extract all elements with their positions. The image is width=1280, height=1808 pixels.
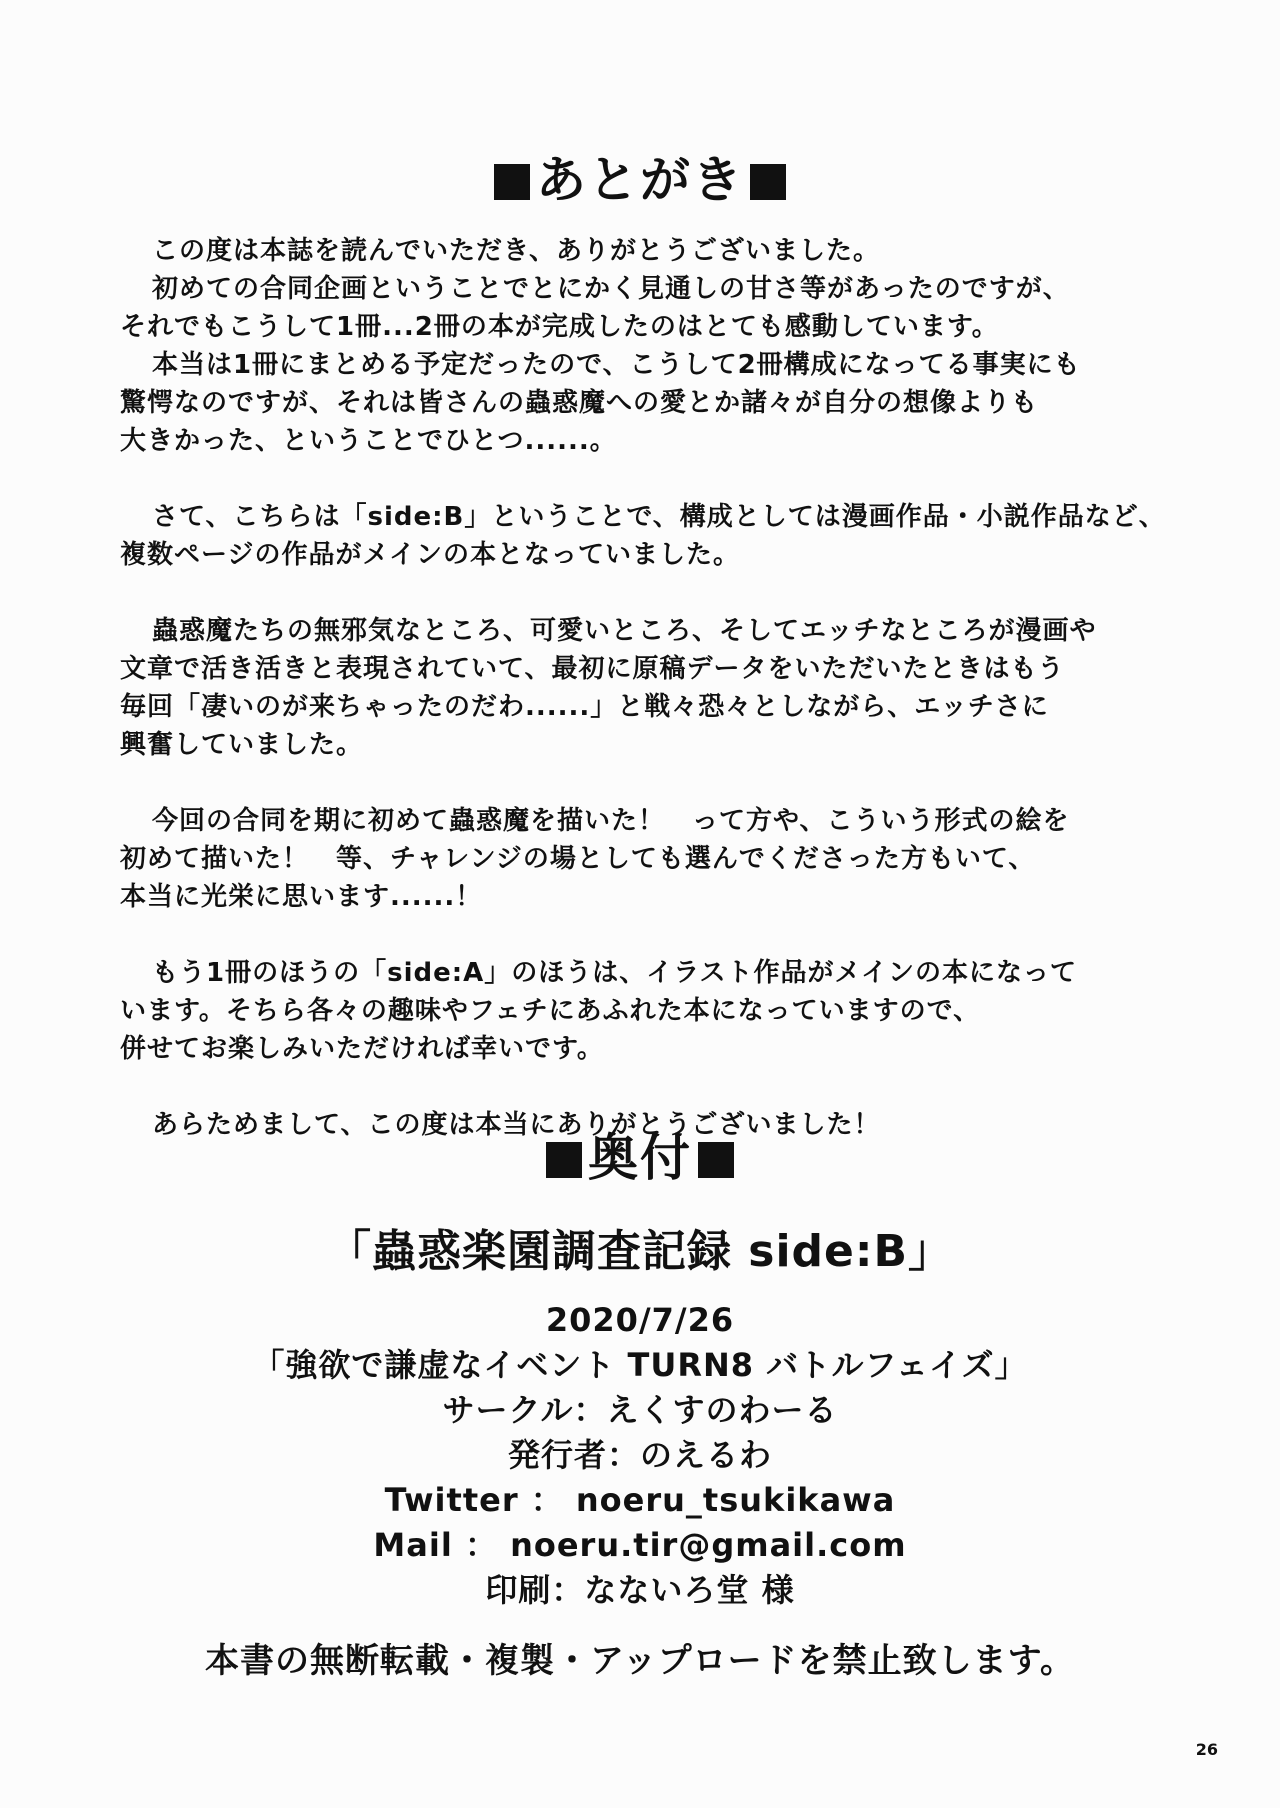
twitter-handle: Twitter ： noeru_tsukikawa (384, 1481, 896, 1519)
afterword-body (120, 232, 1180, 1182)
copyright-notice: 本書の無断転載・複製・アップロードを禁止致します。 (205, 1641, 1075, 1681)
publisher-name: 発行者：のえるわ (507, 1436, 772, 1474)
text-line: 驚愕なのですが、それは皆さんの蟲惑魔への愛とか諸々が自分の想像よりも (120, 388, 1039, 418)
square-bullet-icon (546, 1142, 582, 1178)
colophon-heading: 奥付 (0, 1128, 1280, 1188)
afterword-paragraph (120, 612, 1180, 764)
square-bullet-icon (698, 1142, 734, 1178)
circle-name: サークル：えくすのわーる (442, 1391, 838, 1429)
colophon-block (0, 1220, 1280, 1613)
publication-date: 2020/7/26 (545, 1301, 735, 1339)
afterword-paragraph (120, 232, 1180, 460)
text-line: 本当は1冊にまとめる予定だったので、こうして2冊構成になってる事実にも (152, 350, 1081, 380)
afterword-heading: あとがき (0, 150, 1280, 210)
text-line: 文章で活き活きと表現されていて、最初に原稿データをいただいたときはもう (120, 654, 1065, 684)
text-line: 併せてお楽しみいただければ幸いです。 (120, 1034, 604, 1064)
mail-address: Mail ： noeru.tir@gmail.com (373, 1526, 907, 1564)
text-line: 大きかった、ということでひとつ......。 (120, 426, 617, 456)
afterword-paragraph (120, 498, 1180, 574)
text-line: もう1冊のほうの「side:A」のほうは、イラスト作品がメインの本になって (152, 958, 1077, 988)
text-line: それでもこうして1冊...2冊の本が完成したのはとても感動しています。 (120, 312, 999, 342)
square-bullet-icon (750, 164, 786, 200)
text-line: 初めての合同企画ということでとにかく見通しの甘さ等があったのですが、 (152, 274, 1070, 304)
text-line: 興奮していました。 (120, 730, 364, 760)
text-line: 初めて描いた！ 等、チャレンジの場としても選んでくださった方もいて、 (120, 844, 1036, 874)
text-line: さて、こちらは「side:B」ということで、構成としては漫画作品・小説作品など、 (152, 502, 1166, 532)
event-name: 「強欲で謙虚なイベント TURN8 バトルフェイズ」 (252, 1346, 1028, 1384)
page-number: 26 (1195, 1740, 1218, 1759)
text-line: 毎回「凄いのが来ちゃったのだわ......」と戦々恐々としながら、エッチさに (120, 692, 1049, 722)
text-line: 本当に光栄に思います......！ (120, 882, 483, 912)
book-title: 「蟲惑楽園調査記録 side:B」 (326, 1226, 954, 1277)
text-line: この度は本誌を読んでいただき、ありがとうございました。 (152, 236, 880, 266)
text-line: 蟲惑魔たちの無邪気なところ、可愛いところ、そしてエッチなところが漫画や (152, 616, 1097, 646)
afterword-paragraph (120, 802, 1180, 916)
text-line: 今回の合同を期に初めて蟲惑魔を描いた！ って方や、こういう形式の絵を (152, 806, 1070, 836)
square-bullet-icon (494, 164, 530, 200)
text-line: あらためまして、この度は本当にありがとうございました！ (152, 1110, 881, 1140)
printer-name: 印刷：なないろ堂 様 (485, 1571, 795, 1609)
text-line: います。そちら各々の趣味やフェチにあふれた本になっていますので、 (120, 996, 981, 1026)
text-line: 複数ページの作品がメインの本となっていました。 (120, 540, 740, 570)
afterword-paragraph (120, 954, 1180, 1068)
